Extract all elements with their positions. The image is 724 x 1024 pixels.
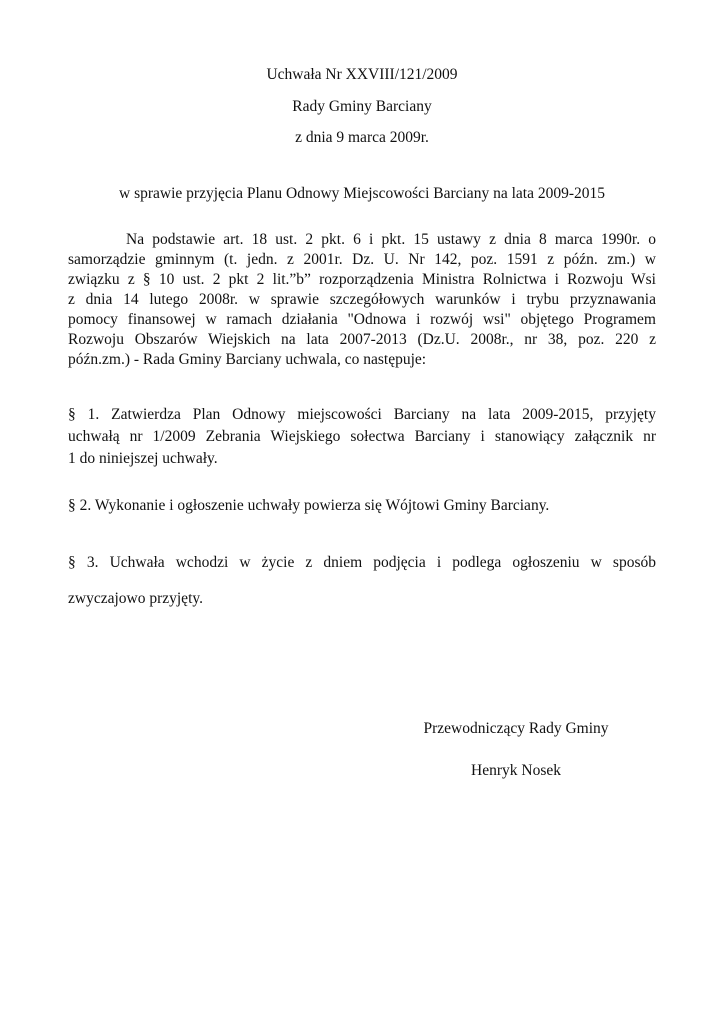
preamble-line: Na podstawie art. 18 ust. 2 pkt. 6 i pkt. 15 ustawy z dnia 8 marca 1990r. o: [126, 231, 656, 248]
resolution-title: Uchwała Nr XXVIII/121/2009: [266, 66, 458, 83]
paragraph-3-line: zwyczajowo przyjęty.: [68, 590, 203, 607]
paragraph-2-line: § 2. Wykonanie i ogłoszenie uchwały powierza się Wójtowi Gminy Barciany.: [68, 497, 550, 514]
preamble-line: związku z § 10 ust. 2 pkt 2 lit.”b” rozporządzenia Ministra Rolnictwa i Rozwoju Wsi: [68, 271, 656, 288]
paragraph-2: [68, 495, 656, 517]
preamble-line: pomocy finansowej w ramach działania "Odnowa i rozwój wsi" objętego Programem: [68, 311, 656, 328]
preamble-line: późn.zm.) - Rada Gminy Barciany uchwala, co następuje:: [68, 351, 427, 368]
signature-role: Przewodniczący Rady Gminy: [423, 720, 609, 737]
paragraph-3-line: § 3. Uchwała wchodzi w życie z dniem podjęcia i podlega ogłoszeniu w sposób: [68, 554, 656, 571]
paragraph-1-line: 1 do niniejszej uchwały.: [68, 450, 218, 467]
signature-name: Henryk Nosek: [471, 762, 561, 779]
paragraph-3: [68, 552, 656, 624]
paragraph-1-line: § 1. Zatwierdza Plan Odnowy miejscowości Barciany na lata 2009-2015, przyjęty: [68, 406, 656, 423]
paragraph-1: [68, 404, 656, 470]
resolution-date: z dnia 9 marca 2009r.: [295, 129, 429, 146]
resolution-authority: Rady Gminy Barciany: [292, 98, 432, 115]
preamble-line: Rozwoju Obszarów Wiejskich na lata 2007-2013 (Dz.U. 2008r., nr 38, poz. 220 z: [68, 331, 656, 348]
preamble-line: z dnia 14 lutego 2008r. w sprawie szczegółowych warunków i trybu przyznawania: [68, 291, 656, 308]
preamble: [68, 230, 656, 370]
paragraph-1-line: uchwałą nr 1/2009 Zebrania Wiejskiego sołectwa Barciany i stanowiący załącznik nr: [68, 428, 656, 445]
resolution-subject: w sprawie przyjęcia Planu Odnowy Miejscowości Barciany na lata 2009-2015: [119, 185, 605, 202]
preamble-line: samorządzie gminnym (t. jedn. z 2001r. Dz. U. Nr 142, poz. 1591 z późn. zm.) w: [68, 251, 656, 268]
